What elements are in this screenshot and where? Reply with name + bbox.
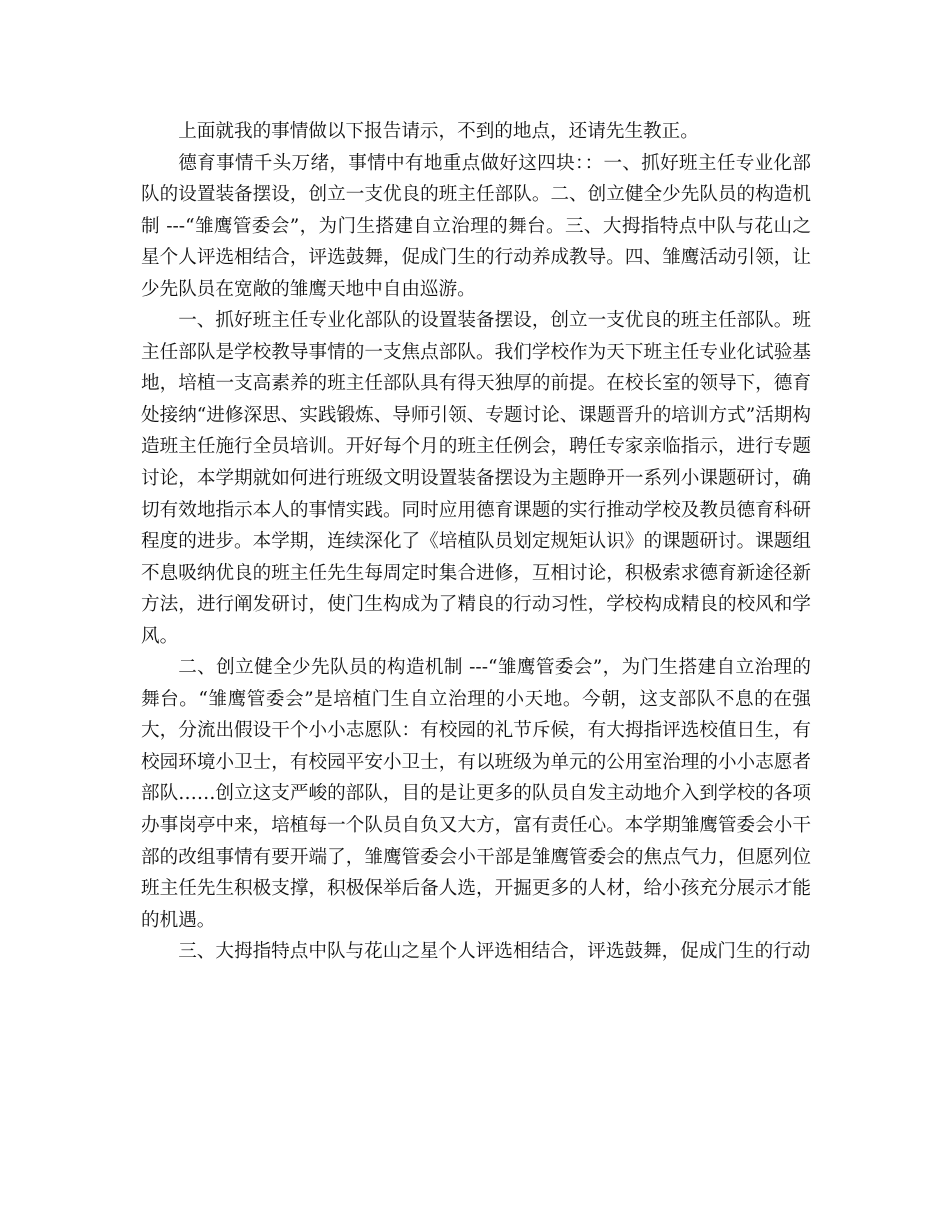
paragraph-section-one: 一、抓好班主任专业化部队的设置装备摆设，创立一支优良的班主任部队。班主任部队是学校教导事情的一支焦点部队。我们学校作为天下班主任专业化试验基地，培植一支高素养的班主任部队具有得天独厚的前提。在校长室的领导下，德育处接纳“进修深思、实践锻炼、导师引领、专题讨论、课题晋升的培训方式”活期构造班主任施行全员培训。开好每个月的班主任例会，聘任专家亲临指示，进行专题讨论，本学期就如何进行班级文明设置装备摆设为主题睁开一系列小课题研讨，确切有效地指示本人的事情实践。同时应用德育课题的实行推动学校及教员德育科研程度的进步。本学期，连续深化了《培植队员划定规矩认识》的课题研讨。课题组不息吸纳优良的班主任先生每周定时集合进修，互相讨论，积极索求德育新途径新方法，进行阐发研讨，使门生构成为了精良的行动习性，学校构成精良的校风和学风。 (141, 310, 811, 647)
paragraph-section-three: 三、大拇指特点中队与花山之星个人评选相结合，评选鼓舞，促成门生的行动 (178, 941, 811, 963)
paragraph-overview: 德育事情千头万绪，事情中有地重点做好这四块：：一、抓好班主任专业化部队的设置装备摆设，创立一支优良的班主任部队。二、创立健全少先队员的构造机制 ---“雏鹰管委会”，为门生搭建自立治理的舞台。三、大拇指特点中队与花山之星个人评选相结合，评选鼓舞，促成门生的行动养成教导。四、雏鹰活动引领，让少先队员在宽敞的雏鹰天地中自由巡游。 (141, 152, 811, 300)
document-body (141, 116, 811, 968)
paragraph-section-two: 二、创立健全少先队员的构造机制 ---“雏鹰管委会”，为门生搭建自立治理的舞台。“雏鹰管委会”是培植门生自立治理的小天地。今朝，这支部队不息的在强大，分流出假设干个小小志愿队：有校园的礼节斥候，有大拇指评选校值日生，有校园环境小卫士，有校园平安小卫士，有以班级为单元的公用室治理的小小志愿者部队……创立这支严峻的部队，目的是让更多的队员自发主动地介入到学校的各项办事岗亭中来，培植每一个队员自负又大方，富有责任心。本学期雏鹰管委会小干部的改组事情有要开端了，雏鹰管委会小干部是雏鹰管委会的焦点气力，但愿列位班主任先生积极支撑，积极保举后备人选，开掘更多的人材，给小孩充分展示才能的机遇。 (141, 657, 811, 931)
paragraph-intro: 上面就我的事情做以下报告请示，不到的地点，还请先生教正。 (178, 121, 699, 142)
